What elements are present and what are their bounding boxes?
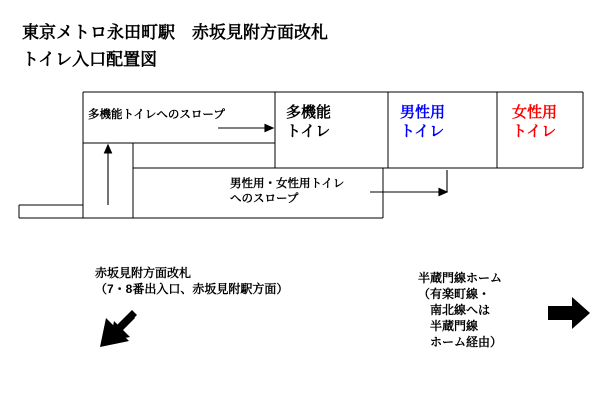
note-slope-to-multi-purpose-toilet: 多機能トイレへのスロープ <box>88 109 225 121</box>
caption-hanzomon-line3: 南北線へは <box>418 303 491 317</box>
caption-hanzomon-line2: （有楽町線・ <box>418 287 491 301</box>
caption-hanzomon-line-platform <box>418 270 502 350</box>
arrow-right-icon <box>546 297 590 333</box>
room-label-male-line1: 男性用 <box>400 104 446 121</box>
caption-hanzomon-line5: ホーム経由） <box>418 335 503 349</box>
room-label-female-line2: トイレ <box>512 123 557 140</box>
room-label-multi-line2: トイレ <box>286 123 331 140</box>
room-label-female-line1: 女性用 <box>512 104 558 121</box>
note-slope-mf-line1: 男性用・女性用トイレ <box>230 178 345 190</box>
caption-hanzomon-line4: 半蔵門線 <box>418 319 479 333</box>
note-slope-to-male-female-toilet <box>230 177 344 207</box>
arrow-down-left-icon <box>100 310 140 347</box>
room-label-male-toilet <box>400 103 445 141</box>
room-label-multi-purpose-toilet <box>286 103 331 141</box>
room-label-male-line2: トイレ <box>400 123 445 140</box>
caption-gate-line2: （7・8番出入口、赤坂見附駅方面） <box>95 282 289 296</box>
caption-hanzomon-line1: 半蔵門線ホーム <box>418 271 503 285</box>
page-title-line2: トイレ入口配置図 <box>22 50 158 69</box>
room-label-female-toilet <box>512 103 557 141</box>
page-title-line1: 東京メトロ永田町駅 赤坂見附方面改札 <box>22 23 328 42</box>
note-slope-mf-line2: へのスロープ <box>230 193 299 205</box>
caption-gate-direction <box>95 265 288 297</box>
room-label-multi-line1: 多機能 <box>286 104 332 121</box>
caption-gate-line1: 赤坂見附方面改札 <box>95 266 192 280</box>
